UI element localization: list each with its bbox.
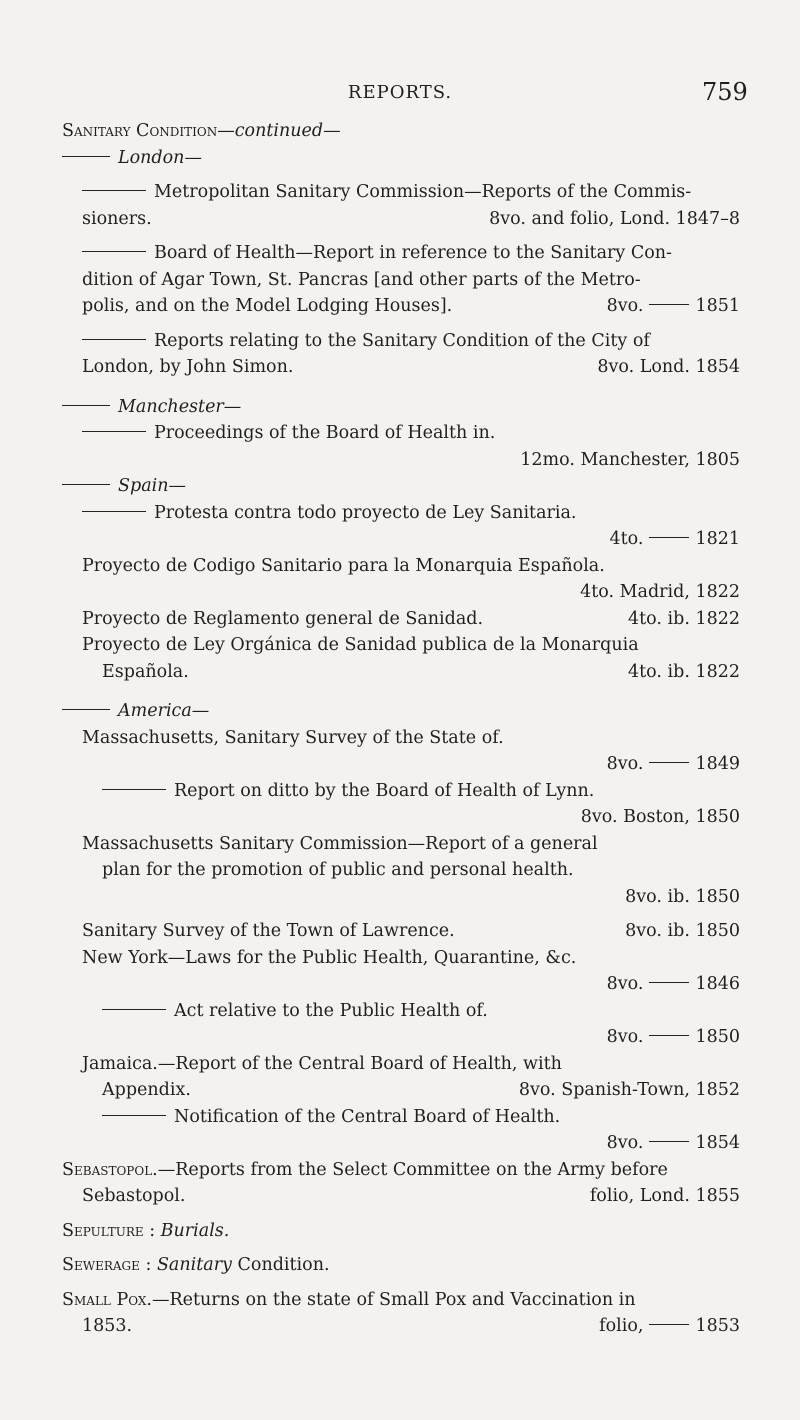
entry: Reports relating to the Sanitary Condition of the City of London, by John Simon. 8vo. Lond. 1854 xyxy=(82,330,740,377)
subsection-america: America— xyxy=(62,698,740,725)
ditto-rule xyxy=(102,789,166,790)
entry: Proyecto de Ley Orgánica de Sanidad publica de la Monarquia Española. 4to. ib. 1822 xyxy=(82,635,740,682)
ditto-rule xyxy=(82,190,146,191)
entry: New York—Laws for the Public Health, Quarantine, &c. 8vo. 1846 xyxy=(82,947,740,994)
entry: Act relative to the Public Health of. 8vo. 1850 xyxy=(62,998,740,1051)
ditto-rule xyxy=(649,762,689,763)
ditto-rule xyxy=(82,431,146,432)
ditto-rule xyxy=(102,1009,166,1010)
ditto-rule xyxy=(82,511,146,512)
ditto-rule xyxy=(82,251,146,252)
ditto-rule xyxy=(102,1115,166,1116)
ditto-rule xyxy=(82,339,146,340)
ditto-rule xyxy=(649,304,689,305)
entry: Notification of the Central Board of Health. 8vo. 1854 xyxy=(62,1104,740,1157)
index-content xyxy=(62,118,740,1340)
entry: Board of Health—Report in reference to the Sanitary Con- dition of Agar Town, St. Pancras [and other parts of the Metro- polis, and on the Model Lodging Houses]. 8vo. 1851 xyxy=(82,243,740,316)
entry: Report on ditto by the Board of Health of Lynn. 8vo. Boston, 1850 xyxy=(62,778,740,831)
entry: Sanitary Survey of the Town of Lawrence. 8vo. ib. 1850 xyxy=(82,921,740,941)
subsection-spain: Spain— xyxy=(62,473,740,500)
ditto-rule xyxy=(649,537,689,538)
entry: Jamaica.—Report of the Central Board of Health, with Appendix. 8vo. Spanish-Town, 1852 xyxy=(82,1053,740,1100)
running-header: REPORTS. xyxy=(347,82,453,103)
dash-rule xyxy=(62,709,110,710)
entry: Massachusetts Sanitary Commission—Report of a general plan for the promotion of public and personal health. 8vo. ib. 1850 xyxy=(82,833,740,907)
ditto-rule xyxy=(649,1141,689,1142)
entry-sepulture: Sepulture : Burials. xyxy=(62,1220,230,1241)
section-heading: Sanitary Condition—continued— xyxy=(62,121,341,141)
ditto-rule xyxy=(649,1324,689,1325)
entry-sewerage: Sewerage : Sanitary Condition. xyxy=(62,1255,330,1275)
entry: Protesta contra todo proyecto de Ley Sanitaria. 4to. 1821 xyxy=(62,500,740,553)
entry: Metropolitan Sanitary Commission—Reports of the Commis- sioners. 8vo. and folio, Lond. 1847–8 xyxy=(82,182,740,229)
dash-rule xyxy=(62,156,110,157)
dash-rule xyxy=(62,484,110,485)
ditto-rule xyxy=(649,1035,689,1036)
entry: Massachusetts, Sanitary Survey of the State of. 8vo. 1849 xyxy=(82,727,740,774)
ditto-rule xyxy=(649,982,689,983)
subsection-manchester: Manchester— xyxy=(62,394,740,421)
subsection-london: London— xyxy=(62,145,740,172)
entry-sebastopol: Sebastopol.—Reports from the Select Committee on the Army before Sebastopol. folio, Lond. 1855 xyxy=(62,1159,740,1206)
entry: Proceedings of the Board of Health in. 12mo. Manchester, 1805 xyxy=(62,420,740,473)
page-number: 759 xyxy=(702,78,748,106)
entry-small-pox: Small Pox.—Returns on the state of Small Pox and Vaccination in 1853. folio, 1853 xyxy=(62,1289,740,1336)
entry: Proyecto de Reglamento general de Sanidad. 4to. ib. 1822 xyxy=(82,608,740,629)
entry: Proyecto de Codigo Sanitario para la Monarquia Española. 4to. Madrid, 1822 xyxy=(82,555,740,602)
dash-rule xyxy=(62,405,110,406)
